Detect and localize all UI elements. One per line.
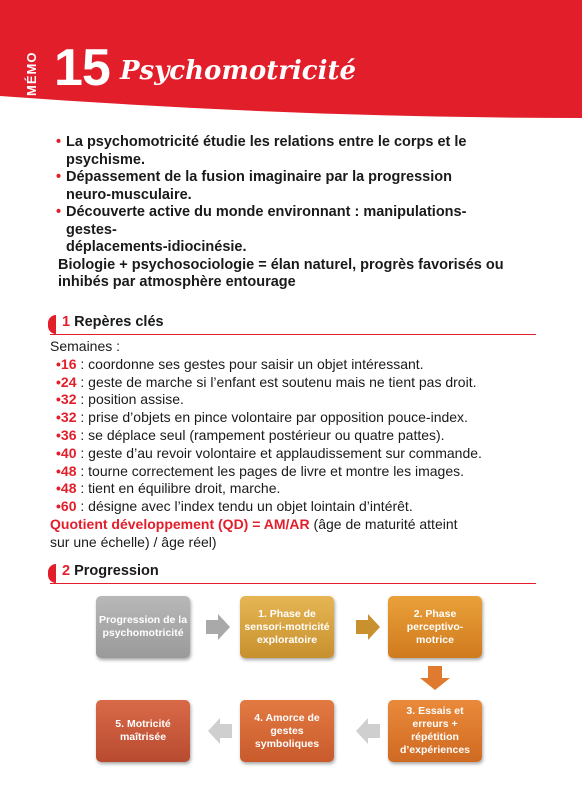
bullet-dot: • [56, 204, 62, 220]
arrow-down-icon [420, 666, 450, 690]
intro-note: Biologie + psychosociologie = élan naturel, progrès favorisés ou inhibés par atmosphère entourage [58, 256, 504, 290]
arrow-left-icon [356, 718, 380, 744]
week-text: : position assise. [76, 391, 184, 408]
week-number: 48 [60, 462, 77, 479]
intro-bullet: • Dépassement de la fusion imaginaire par la progression neuro-musculaire. [56, 169, 452, 203]
week-number: 40 [60, 444, 77, 461]
week-text: : prise d’objets en pince volontaire par opposition pouce-index. [76, 409, 468, 426]
week-text: : se déplace seul (rampement postérieur ou quatre pattes). [76, 426, 445, 443]
week-number: 16 [60, 355, 77, 372]
flow-box-3: 3. Essais et erreurs + répétition d’expériences [388, 700, 482, 762]
flow-box-start: Progression de la psychomotricité [96, 596, 190, 658]
week-text: : tient en équilibre droit, marche. [76, 480, 281, 497]
week-text: : coordonne ses gestes pour saisir un objet intéressant. [76, 355, 424, 372]
bullet-dot: • [56, 444, 61, 461]
flow-box-2: 2. Phase perceptivo-motrice [388, 596, 482, 658]
week-item [50, 427, 536, 445]
memo-number: 15 [54, 39, 110, 97]
bullet-dot: • [56, 462, 61, 479]
weeks-heading: Semaines : [50, 338, 121, 354]
week-item [50, 356, 536, 374]
intro-bullet: • La psychomotricité étudie les relations entre le corps et le psychisme. [56, 134, 467, 168]
week-item [50, 445, 536, 463]
bullet-dot: • [56, 498, 61, 515]
week-item [50, 374, 536, 392]
bullet-dot: • [56, 169, 62, 185]
intro-bullet: • Découverte active du monde environnant : manipulations- gestes- déplacements-idiocinésie. [56, 204, 467, 255]
week-number: 24 [60, 373, 77, 390]
qd-line-cont: sur une échelle) / âge réel) [50, 533, 217, 550]
section-tab [48, 315, 56, 334]
week-item [50, 463, 536, 481]
week-number: 32 [60, 391, 77, 408]
week-number: 32 [60, 409, 77, 426]
bullet-dot: • [56, 355, 61, 372]
flow-box-5: 5. Motricité maîtrisée [96, 700, 190, 762]
flow-box-1: 1. Phase de sensori-motricité exploratoire [240, 596, 334, 658]
page-title: Psychomotricité [120, 56, 357, 86]
bullet-dot: • [56, 373, 61, 390]
progression-flow [0, 590, 582, 770]
bullet-dot: • [56, 480, 61, 497]
section-heading-reperes: 1 Repères clés [50, 314, 536, 335]
section-heading-progression: 2 Progression [50, 563, 536, 584]
bullet-dot: • [56, 134, 62, 150]
arrow-left-icon [208, 718, 232, 744]
flow-arrows [0, 590, 582, 770]
week-number: 60 [60, 498, 77, 515]
week-item [50, 498, 536, 516]
week-item [50, 409, 536, 427]
week-number: 36 [60, 426, 77, 443]
week-text: : geste de marche si l’enfant est soutenu mais ne tient pas droit. [76, 373, 477, 390]
bullet-dot: • [56, 426, 61, 443]
week-number: 48 [60, 480, 77, 497]
intro-block [56, 134, 538, 292]
arrow-right-icon [206, 614, 230, 640]
week-text: : geste d’au revoir volontaire et applaudissement sur commande. [76, 444, 482, 461]
bullet-dot: • [56, 391, 61, 408]
memo-label: MÉMO [24, 51, 39, 96]
bullet-dot: • [56, 409, 61, 426]
weeks-list [50, 338, 536, 552]
week-item [50, 391, 536, 409]
arrow-right-icon [356, 614, 380, 640]
week-item [50, 480, 536, 498]
week-text: : désigne avec l’index tendu un objet lointain d’intérêt. [76, 498, 413, 515]
flow-box-4: 4. Amorce de gestes symboliques [240, 700, 334, 762]
week-text: : tourne correctement les pages de livre et montre les images. [76, 462, 464, 479]
section-tab [48, 564, 56, 583]
qd-line: Quotient développement (QD) = AM/AR (âge de maturité atteint [50, 515, 458, 532]
